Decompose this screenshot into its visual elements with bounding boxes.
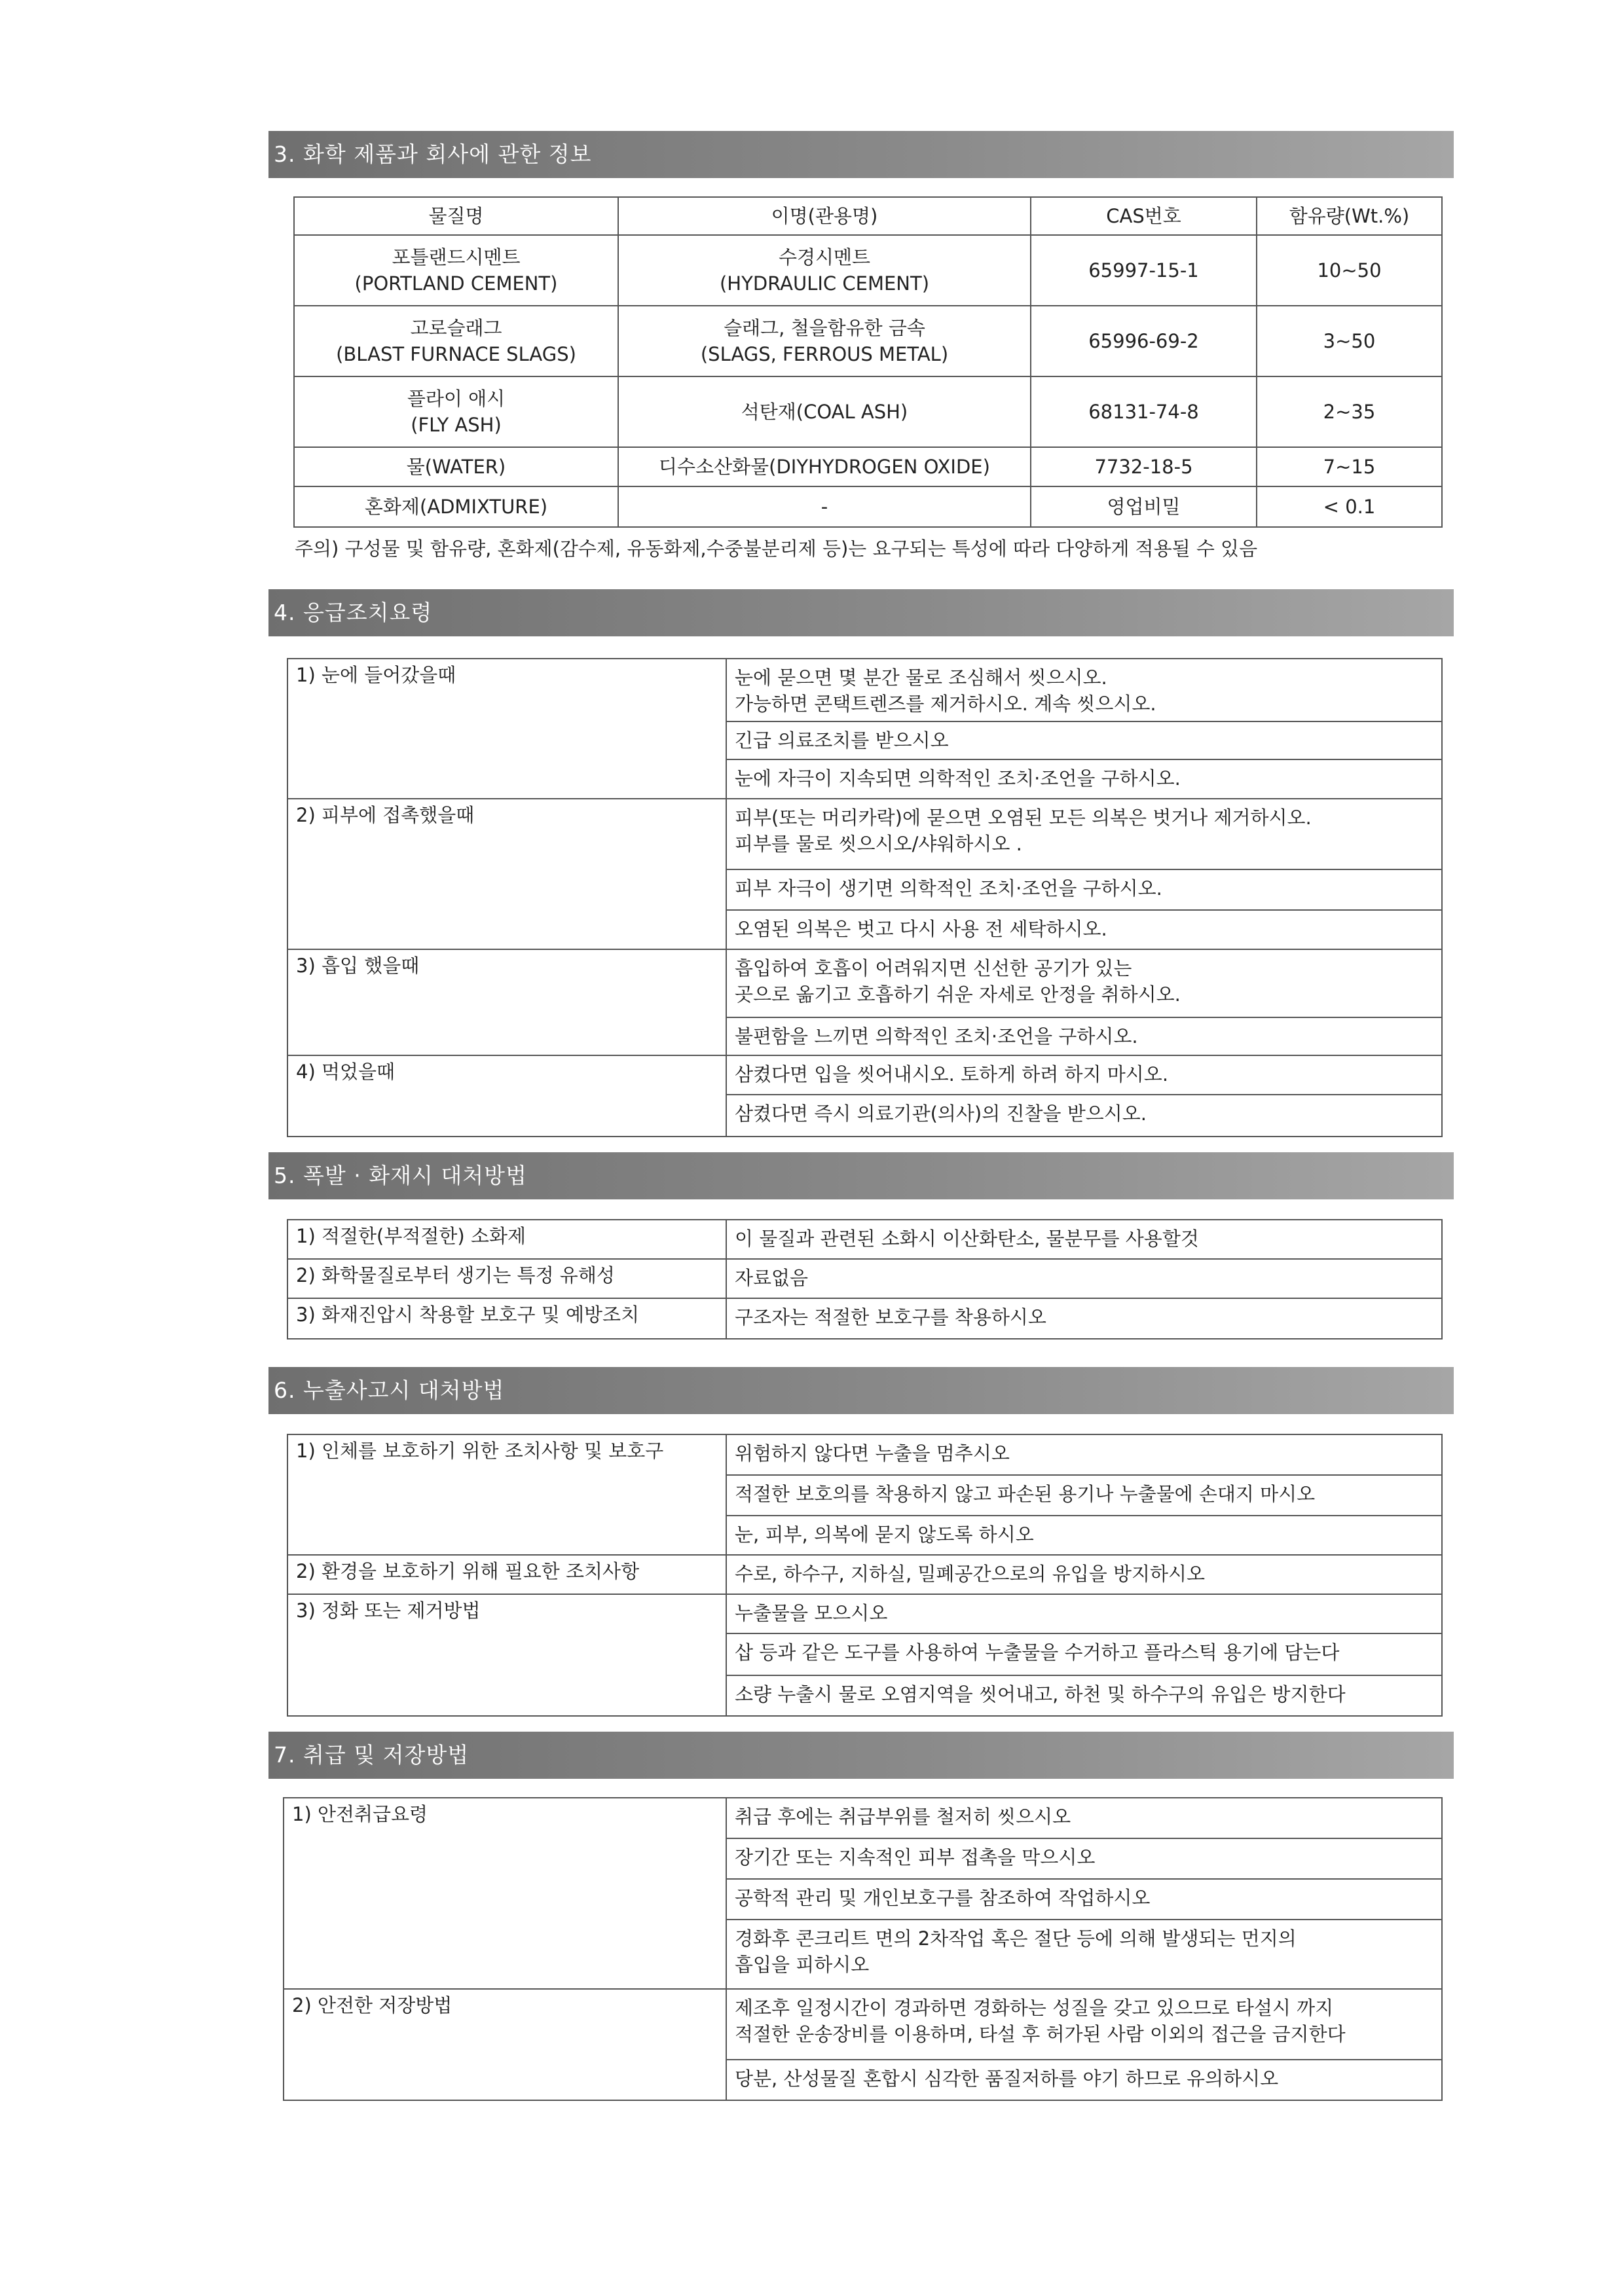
handling-item: 공학적 관리 및 개인보호구를 참조하여 작업하시오: [726, 1879, 1442, 1920]
fire-label: 1) 적절한(부적절한) 소화제: [287, 1220, 726, 1259]
storage-label: 2) 안전한 저장방법: [284, 1989, 726, 2100]
substance-name: 물(WATER): [294, 447, 618, 486]
first-aid-item: 피부(또는 머리카락)에 묻으면 오염된 모든 의복은 벗거나 제거하시오. 피부를 물로 씻으시오/샤워하시오 .: [726, 799, 1442, 869]
fire-item: 자료없음: [726, 1259, 1442, 1298]
fire-item: 이 물질과 관련된 소화시 이산화탄소, 물분무를 사용할것: [726, 1220, 1442, 1259]
spill-label: 1) 인체를 보호하기 위한 조치사항 및 보호구: [287, 1434, 726, 1555]
storage-item: 당분, 산성물질 혼합시 심각한 품질저하를 야기 하므로 유의하시오: [726, 2060, 1442, 2100]
storage-item: 제조후 일정시간이 경과하면 경화하는 성질을 갖고 있으므로 타설시 까지 적절한 운송장비를 이용하며, 타설 후 허가된 사람 이외의 접근을 금지한다: [726, 1989, 1442, 2060]
table-row: [287, 1594, 1442, 1633]
fire-item: 구조자는 적절한 보호구를 착용하시오: [726, 1298, 1442, 1339]
first-aid-item: 흡입하여 호흡이 어려워지면 신선한 공기가 있는 곳으로 옮기고 호흡하기 쉬운 자세로 안정을 취하시오.: [726, 949, 1442, 1017]
cas-number: 68131-74-8: [1031, 376, 1257, 447]
spill-item: 소량 누출시 물로 오염지역을 씻어내고, 하천 및 하수구의 유입은 방지한다: [726, 1675, 1442, 1716]
table-row: [284, 1989, 1442, 2060]
handling-storage-table: [283, 1797, 1443, 2101]
composition-table: [293, 196, 1443, 528]
content-range: 2~35: [1257, 376, 1442, 447]
first-aid-label-eyes: 1) 눈에 들어갔을때: [287, 659, 726, 799]
first-aid-item: 불편함을 느끼면 의학적인 조치·조언을 구하시오.: [726, 1017, 1442, 1055]
cas-number: 영업비밀: [1031, 486, 1257, 527]
substance-alias: 슬래그, 철을함유한 금속 (SLAGS, FERROUS METAL): [618, 306, 1031, 376]
content-range: 3~50: [1257, 306, 1442, 376]
header-content: 함유량(Wt.%): [1257, 197, 1442, 235]
handling-item: 장기간 또는 지속적인 피부 접촉을 막으시오: [726, 1838, 1442, 1879]
table-row: [284, 1798, 1442, 1838]
substance-name: 고로슬래그 (BLAST FURNACE SLAGS): [294, 306, 618, 376]
table-row: [287, 1055, 1442, 1095]
table-row: [287, 659, 1442, 721]
spill-label: 2) 환경을 보호하기 위해 필요한 조치사항: [287, 1555, 726, 1594]
substance-alias: 수경시멘트 (HYDRAULIC CEMENT): [618, 235, 1031, 306]
composition-note: 주의) 구성물 및 함유량, 혼화제(감수제, 유동화제,수중불분리제 등)는 요구되는 특성에 따라 다양하게 적용될 수 있음: [295, 538, 1258, 560]
spill-response-table: [287, 1434, 1443, 1717]
content-range: < 0.1: [1257, 486, 1442, 527]
spill-item: 수로, 하수구, 지하실, 밀폐공간으로의 유입을 방지하시오: [726, 1555, 1442, 1594]
spill-item: 누출물을 모으시오: [726, 1594, 1442, 1633]
section-4-header: 4. 응급조치요령: [268, 589, 1454, 636]
first-aid-label-inhalation: 3) 흡입 했을때: [287, 949, 726, 1055]
header-substance: 물질명: [294, 197, 618, 235]
table-row: [294, 486, 1442, 527]
header-cas: CAS번호: [1031, 197, 1257, 235]
table-row: [294, 376, 1442, 447]
cas-number: 7732-18-5: [1031, 447, 1257, 486]
composition-header-row: [294, 197, 1442, 235]
first-aid-item: 피부 자극이 생기면 의학적인 조치·조언을 구하시오.: [726, 869, 1442, 910]
substance-name: 혼화제(ADMIXTURE): [294, 486, 618, 527]
spill-item: 눈, 피부, 의복에 묻지 않도록 하시오: [726, 1516, 1442, 1555]
spill-item: 위험하지 않다면 누출을 멈추시오: [726, 1434, 1442, 1475]
table-row: [294, 235, 1442, 306]
first-aid-item: 눈에 묻으면 몇 분간 물로 조심해서 씻으시오. 가능하면 콘택트렌즈를 제거하시오. 계속 씻으시오.: [726, 659, 1442, 721]
fire-label: 2) 화학물질로부터 생기는 특정 유해성: [287, 1259, 726, 1298]
table-row: [287, 799, 1442, 869]
fire-label: 3) 화재진압시 착용할 보호구 및 예방조치: [287, 1298, 726, 1339]
handling-label: 1) 안전취급요령: [284, 1798, 726, 1989]
first-aid-item: 긴급 의료조치를 받으시오: [726, 721, 1442, 759]
handling-item: 취급 후에는 취급부위를 철저히 씻으시오: [726, 1798, 1442, 1838]
substance-alias: 석탄재(COAL ASH): [618, 376, 1031, 447]
table-row: [287, 949, 1442, 1017]
content-range: 10~50: [1257, 235, 1442, 306]
first-aid-item: 오염된 의복은 벗고 다시 사용 전 세탁하시오.: [726, 910, 1442, 949]
cas-number: 65997-15-1: [1031, 235, 1257, 306]
first-aid-item: 눈에 자극이 지속되면 의학적인 조치·조언을 구하시오.: [726, 759, 1442, 799]
table-row: [287, 1220, 1442, 1259]
fire-fighting-table: [287, 1219, 1443, 1339]
table-row: [294, 447, 1442, 486]
section-3-header: 3. 화학 제품과 회사에 관한 정보: [268, 131, 1454, 178]
first-aid-label-ingestion: 4) 먹었을때: [287, 1055, 726, 1137]
section-5-header: 5. 폭발 · 화재시 대처방법: [268, 1152, 1454, 1199]
substance-name: 플라이 애시 (FLY ASH): [294, 376, 618, 447]
cas-number: 65996-69-2: [1031, 306, 1257, 376]
first-aid-table: [287, 658, 1443, 1137]
first-aid-label-skin: 2) 피부에 접촉했을때: [287, 799, 726, 949]
section-7-header: 7. 취급 및 저장방법: [268, 1732, 1454, 1779]
section-6-header: 6. 누출사고시 대처방법: [268, 1367, 1454, 1414]
handling-item: 경화후 콘크리트 면의 2차작업 혹은 절단 등에 의해 발생되는 먼지의 흡입을 피하시오: [726, 1920, 1442, 1989]
first-aid-item: 삼켰다면 입을 씻어내시오. 토하게 하려 하지 마시오.: [726, 1055, 1442, 1095]
spill-label: 3) 정화 또는 제거방법: [287, 1594, 726, 1716]
table-row: [287, 1298, 1442, 1339]
table-row: [287, 1259, 1442, 1298]
substance-name: 포틀랜드시멘트 (PORTLAND CEMENT): [294, 235, 618, 306]
spill-item: 삽 등과 같은 도구를 사용하여 누출물을 수거하고 플라스틱 용기에 담는다: [726, 1633, 1442, 1675]
table-row: [294, 306, 1442, 376]
spill-item: 적절한 보호의를 착용하지 않고 파손된 용기나 누출물에 손대지 마시오: [726, 1475, 1442, 1516]
table-row: [287, 1434, 1442, 1475]
first-aid-item: 삼켰다면 즉시 의료기관(의사)의 진찰을 받으시오.: [726, 1095, 1442, 1137]
table-row: [287, 1555, 1442, 1594]
header-alias: 이명(관용명): [618, 197, 1031, 235]
substance-alias: -: [618, 486, 1031, 527]
content-range: 7~15: [1257, 447, 1442, 486]
substance-alias: 디수소산화물(DIYHYDROGEN OXIDE): [618, 447, 1031, 486]
